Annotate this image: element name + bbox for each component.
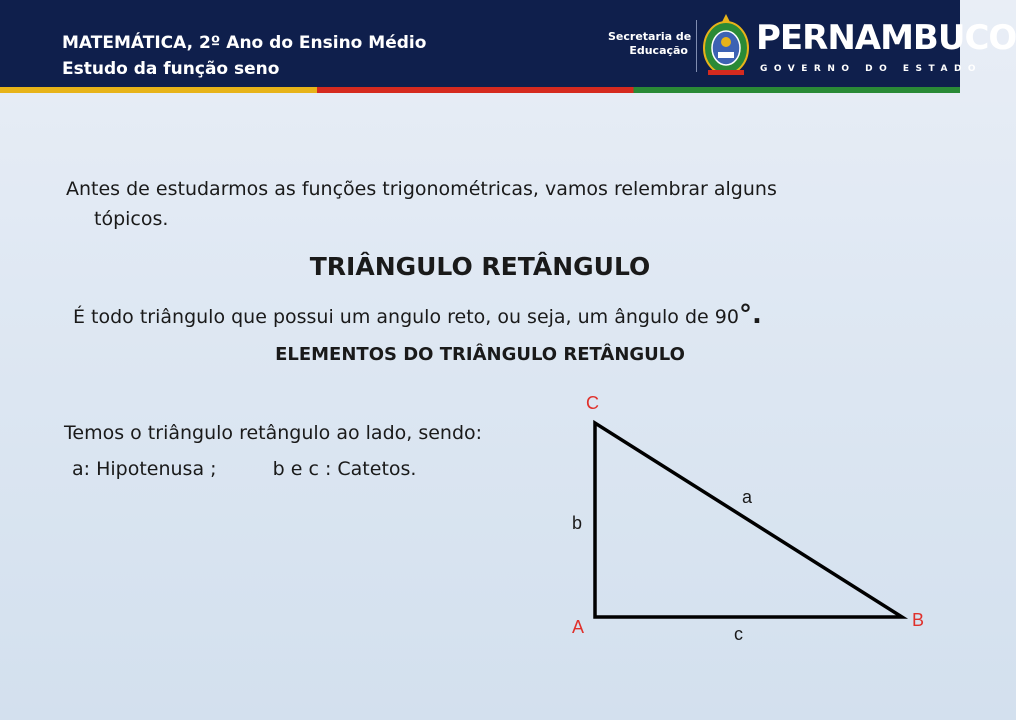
slide-title-line2: Estudo da função seno: [62, 59, 280, 79]
side-c-label: c: [734, 624, 743, 644]
vertex-c-label: C: [586, 393, 599, 413]
vertex-b-label: B: [912, 610, 925, 630]
definition-main: É todo triângulo que possui um angulo reto, ou seja, um ângulo de 90: [73, 306, 739, 328]
side-b-label: b: [572, 513, 583, 533]
hypotenuse-definition: a: Hipotenusa ;: [72, 458, 217, 480]
secretaria-line2: Educação: [629, 44, 688, 57]
state-name: PERNAMBUCO: [756, 18, 1016, 58]
elements-heading: ELEMENTOS DO TRIÂNGULO RETÂNGULO: [275, 344, 685, 365]
vertex-a-label: A: [572, 617, 585, 637]
description-line2: [72, 458, 416, 480]
intro-line2: tópicos.: [94, 208, 169, 230]
section-heading: TRIÂNGULO RETÂNGULO: [309, 252, 651, 281]
definition-text: [73, 300, 762, 330]
side-a-label: a: [742, 487, 753, 507]
triangle-shape: [595, 423, 902, 617]
degree-symbol: °.: [738, 300, 762, 330]
slide-title-line1: MATEMÁTICA, 2º Ano do Ensino Médio: [62, 33, 427, 53]
state-subtitle: GOVERNO DO ESTADO: [760, 64, 983, 74]
catetos-definition: b e c : Catetos.: [272, 458, 417, 480]
intro-line1: Antes de estudarmos as funções trigonométricas, vamos relembrar alguns: [66, 178, 777, 200]
secretaria-line1: Secretaria de: [608, 30, 692, 43]
right-triangle-diagram: [560, 385, 940, 655]
description-line1: Temos o triângulo retângulo ao lado, sendo:: [64, 422, 483, 444]
